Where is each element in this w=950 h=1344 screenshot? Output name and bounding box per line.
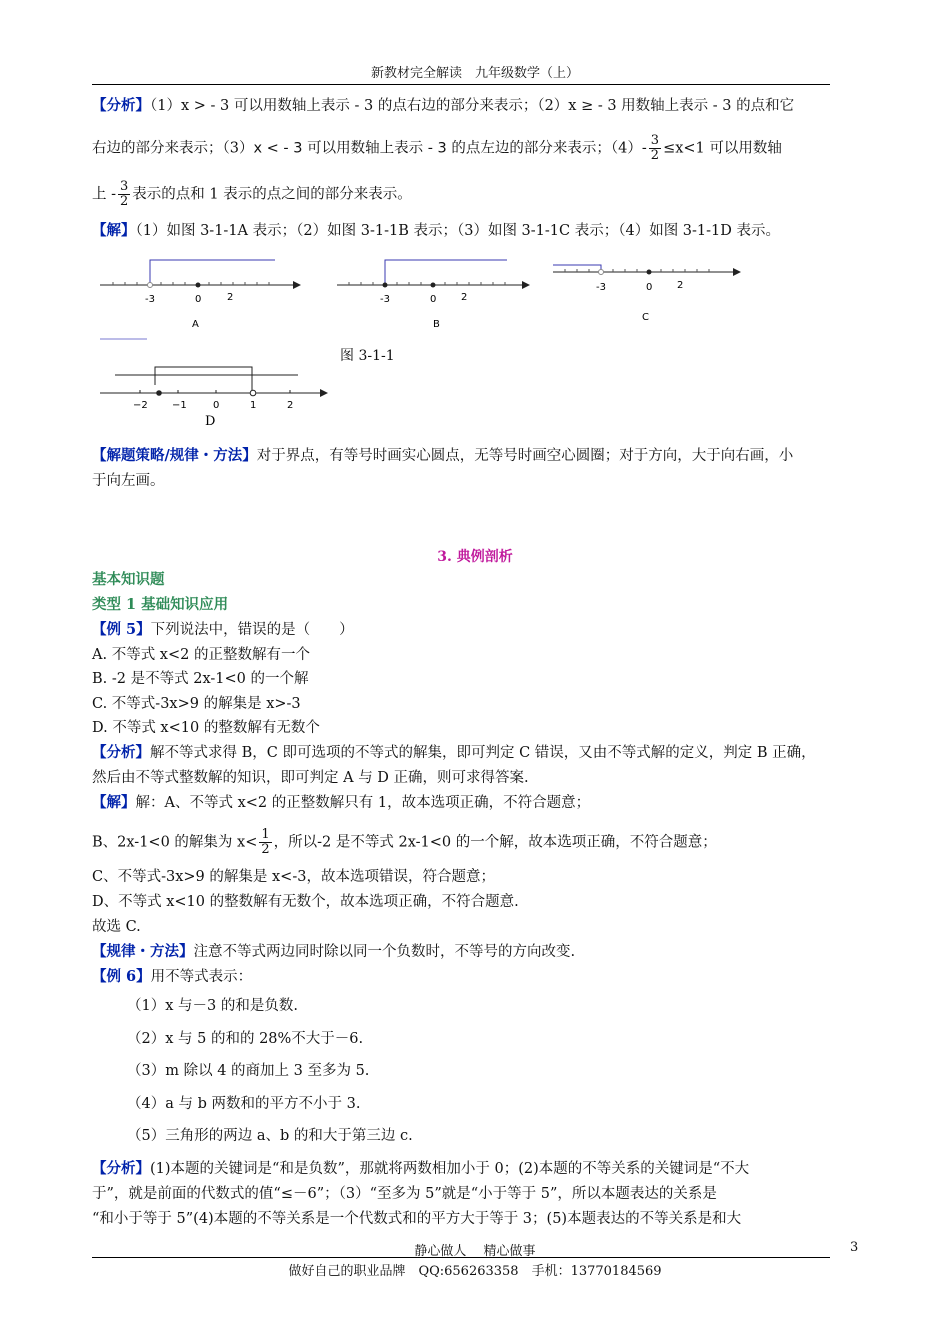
example5-solution-line4: D、不等式 x<10 的整数解有无数个，故本选项正确，不符合题意. — [92, 894, 519, 910]
tick-label: -3 — [596, 282, 606, 293]
analysis1-line2: 右边的部分来表示；（3）x < - 3 可以用数轴上表示 - 3 的点左边的部分来表示；（4）- $\frac{3}{2}$ ≤x<1 可以用数轴 — [92, 133, 782, 163]
analysis1-line1: 【分析】（1）x > - 3 可以用数轴上表示 - 3 的点右边的部分来表示；（2）x ≥ - 3 用数轴上表示 - 3 的点和它 — [92, 97, 795, 114]
figure-label-b: B — [433, 319, 440, 330]
header-divider — [92, 84, 830, 85]
fraction-three-halves: $\frac{3}{2}$ — [650, 133, 660, 163]
number-line-b — [332, 255, 542, 335]
footer-motto: 静心做人 精心做事 — [414, 1244, 536, 1259]
number-line-a — [95, 255, 305, 335]
tick-label: -3 — [380, 294, 390, 305]
example5-question: 【例 5】下列说法中，错误的是（ ） — [92, 621, 354, 638]
tick-label: 0 — [646, 282, 653, 293]
tick-label: 2 — [287, 400, 294, 411]
example6-analysis-line2: 于”，就是前面的代数式的值“≤－6”；（3）“至多为 5”就是“小于等于 5”，所以本题表达的关系是 — [92, 1186, 717, 1202]
example5-rule: 【规律・方法】注意不等式两边同时除以同一个负数时，不等号的方向改变. — [92, 943, 576, 960]
figure-caption: 图 3-1-1 — [340, 348, 395, 364]
subsection-basic: 基本知识题 — [92, 571, 165, 588]
strategy-line1: 【解题策略/规律・方法】对于界点，有等号时画实心圆点，无等号时画空心圆圈；对于方向，大于向右画，小 — [92, 447, 794, 464]
example6-item1: （1）x 与－3 的和是负数. — [127, 998, 298, 1014]
footer-contact: 做好自己的职业品牌 QQ:656263358 手机：13770184569 — [288, 1264, 662, 1279]
number-line-d — [95, 335, 335, 430]
example6-item2: （2）x 与 5 的和的 28%不大于－6. — [127, 1031, 364, 1047]
example6-item4: （4）a 与 b 两数和的平方不小于 3. — [127, 1096, 361, 1112]
page-header: 新教材完全解读 九年级数学（上） — [370, 66, 579, 81]
example5-solution-line5: 故选 C. — [92, 919, 141, 935]
fraction-three-halves-2: $\frac{3}{2}$ — [120, 179, 129, 209]
example5-option-c: C. 不等式-3x>9 的解集是 x>-3 — [92, 696, 301, 712]
section-title: 3. 典例剖析 — [437, 549, 513, 565]
example5-option-d: D. 不等式 x<10 的整数解有无数个 — [92, 720, 320, 736]
example5-analysis-line2: 然后由不等式整数解的知识，即可判定 A 与 D 正确，则可求得答案. — [92, 770, 529, 786]
tick-label: 0 — [195, 294, 202, 305]
tick-label: 1 — [250, 400, 257, 411]
tick-label: -3 — [145, 294, 155, 305]
example6-item5: （5）三角形的两边 a、b 的和大于第三边 c. — [127, 1128, 413, 1144]
tick-label: 2 — [461, 292, 468, 303]
analysis-tag: 【分析】 — [92, 97, 150, 114]
page-number: 3 — [850, 1240, 859, 1255]
example5-solution-line2: B、2x-1<0 的解集为 x< $\frac{1}{2}$ ，所以-2 是不等式 2x-1<0 的一个解，故本选项正确，不符合题意； — [92, 827, 717, 857]
analysis1-line3: 上 - $\frac{3}{2}$ 表示的点和 1 表示的点之间的部分来表示。 — [92, 179, 412, 209]
example5-solution-line3: C、不等式-3x>9 的解集是 x<-3，故本选项错误，符合题意； — [92, 869, 495, 885]
tick-label: −2 — [133, 400, 148, 411]
figure-label-d: D — [205, 414, 216, 429]
number-line-c — [548, 250, 748, 330]
example5-option-b: B. -2 是不等式 2x-1<0 的一个解 — [92, 671, 309, 687]
subsection-type1: 类型 1 基础知识应用 — [92, 596, 229, 613]
example6-analysis-line3: “和小于等于 5”(4)本题的不等关系是一个代数式和的平方大于等于 3；(5)本题表达的不等关系是和大 — [92, 1211, 742, 1227]
figure-label-c: C — [642, 312, 649, 323]
solution1-line: 【解】（1）如图 3-1-1A 表示；（2）如图 3-1-1B 表示；（3）如图 3-1-1C 表示；（4）如图 3-1-1D 表示。 — [92, 222, 781, 239]
example5-solution-line1: 【解】解：A、不等式 x<2 的正整数解只有 1，故本选项正确，不符合题意； — [92, 794, 591, 811]
fraction-one-half: $\frac{1}{2}$ — [261, 827, 270, 857]
example6-item3: （3）m 除以 4 的商加上 3 至多为 5. — [127, 1063, 370, 1079]
strategy-line2: 于向左画。 — [92, 473, 165, 489]
example6-question: 【例 6】用不等式表示： — [92, 968, 253, 985]
example6-analysis-line1: 【分析】(1)本题的关键词是“和是负数”，那就将两数相加小于 0；(2)本题的不等关系的关键词是“不大 — [92, 1160, 750, 1177]
tick-label: 2 — [227, 292, 234, 303]
tick-label: 0 — [213, 400, 220, 411]
example5-analysis-line1: 【分析】解不等式求得 B，C 即可选项的不等式的解集，即可判定 C 错误，又由不等式解的定义，判定 B 正确， — [92, 744, 816, 761]
example5-option-a: A. 不等式 x<2 的正整数解有一个 — [92, 647, 310, 663]
footer-divider — [92, 1257, 830, 1258]
tick-label: 0 — [430, 294, 437, 305]
tick-label: −1 — [172, 400, 187, 411]
figure-label-a: A — [192, 319, 199, 330]
tick-label: 2 — [677, 280, 684, 291]
